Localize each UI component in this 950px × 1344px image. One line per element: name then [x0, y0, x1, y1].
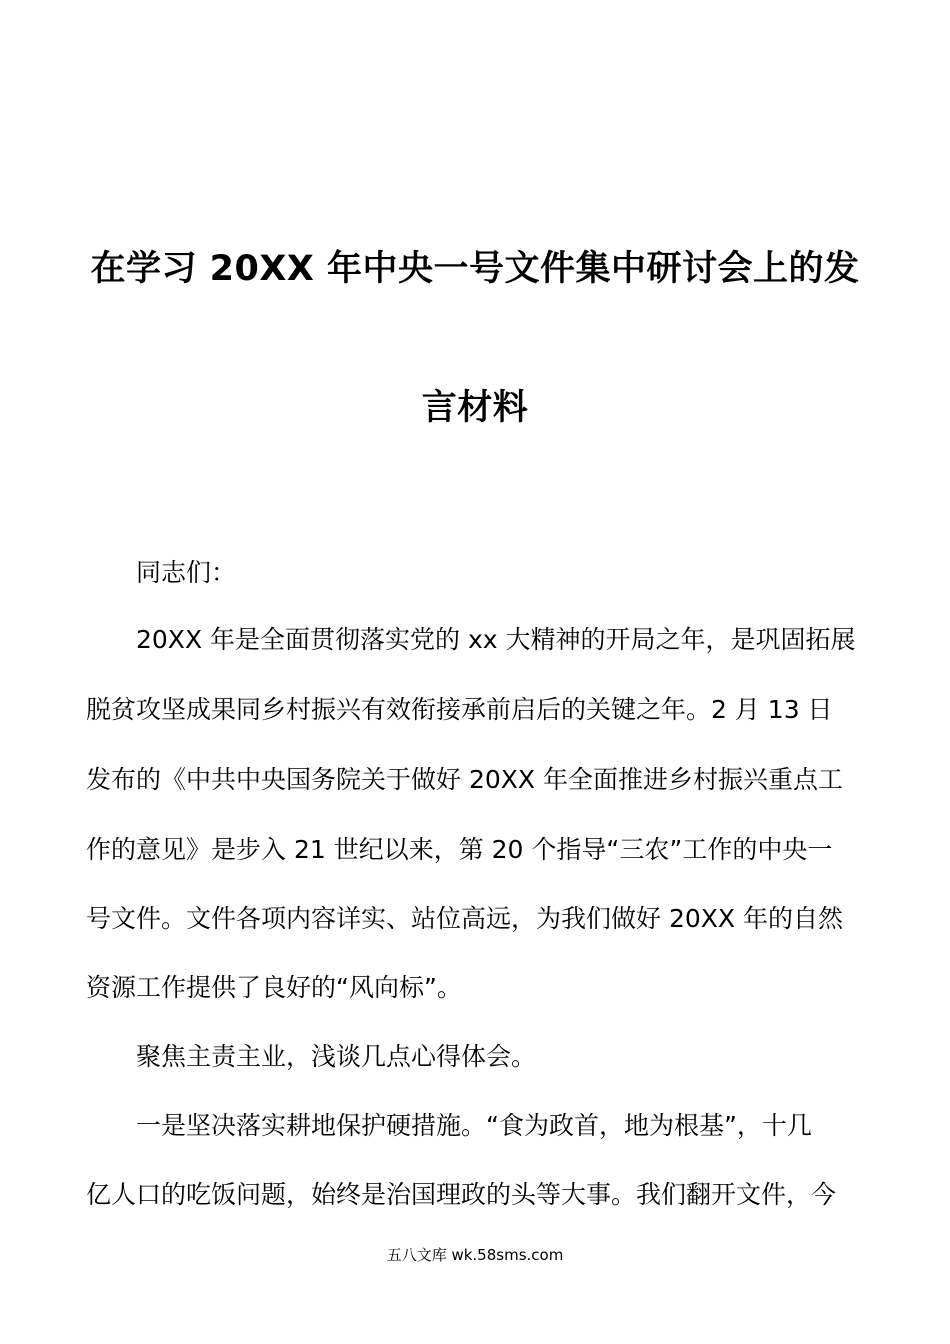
paragraph-line: 作的意见》是步入 21 世纪以来，第 20 个指导“三农”工作的中央一 — [86, 835, 833, 864]
paragraph-line: 一是坚决落实耕地保护硬措施。“食为政首，地为根基”，十几 — [86, 1111, 812, 1140]
paragraph-line: 亿人口的吃饭问题，始终是治国理政的头等大事。我们翻开文件，今 — [86, 1180, 837, 1209]
document-title-line-2: 言材料 — [421, 388, 529, 428]
paragraph-line: 聚焦主责主业，浅谈几点心得体会。 — [86, 1042, 537, 1071]
document-title-line-1: 在学习 20XX 年中央一号文件集中研讨会上的发 — [90, 249, 860, 289]
paragraph-line: 脱贫攻坚成果同乡村振兴有效衔接承前启后的关键之年。2 月 13 日 — [86, 695, 833, 724]
paragraph-line: 号文件。文件各项内容详实、站位高远，为我们做好 20XX 年的自然 — [86, 904, 843, 933]
paragraph-line: 20XX 年是全面贯彻落实党的 xx 大精神的开局之年，是巩固拓展 — [86, 625, 856, 654]
footer-watermark: 五八文库 wk.58sms.com — [386, 1246, 564, 1264]
salutation: 同志们： — [86, 558, 237, 587]
paragraph-line: 发布的《中共中央国务院关于做好 20XX 年全面推进乡村振兴重点工 — [86, 765, 843, 794]
paragraph-line: 资源工作提供了良好的“风向标”。 — [86, 973, 462, 1002]
